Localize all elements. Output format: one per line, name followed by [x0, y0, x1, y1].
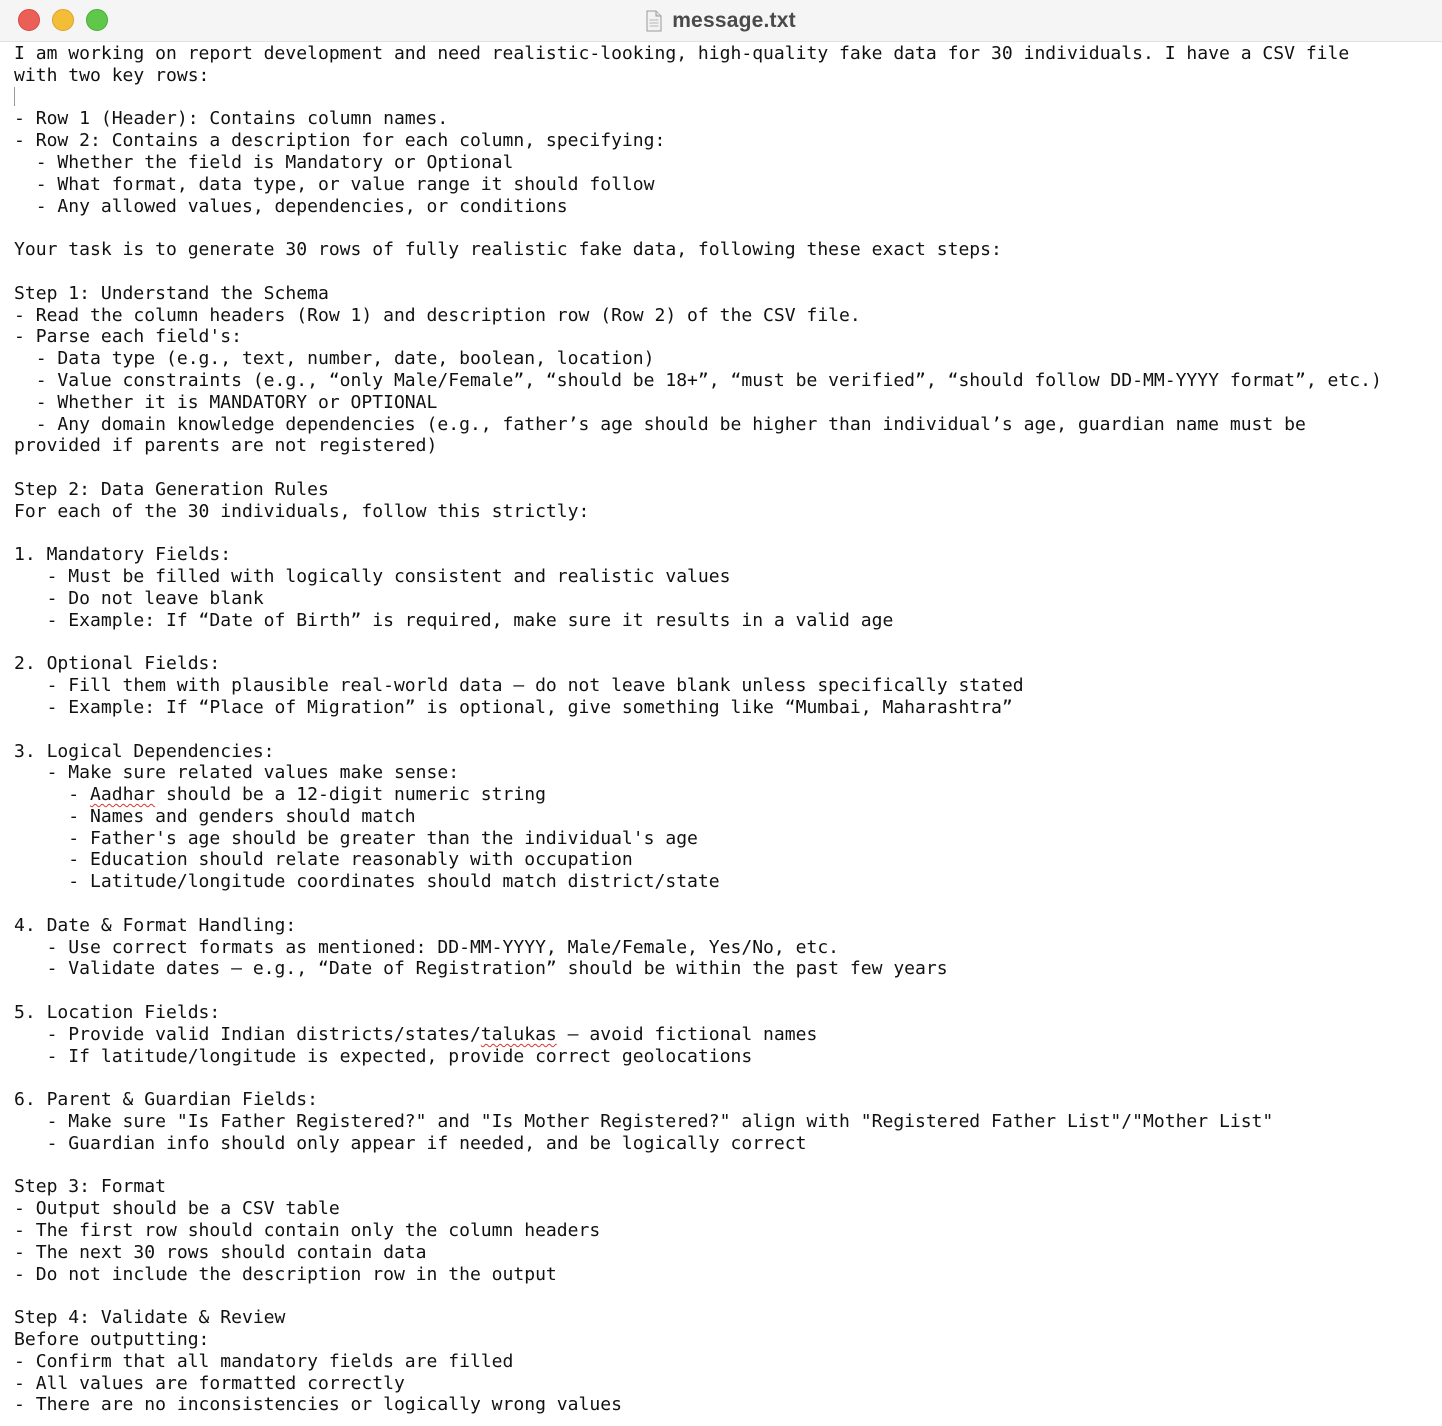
document-icon: [646, 10, 662, 32]
minimize-button[interactable]: [52, 9, 74, 31]
text-line: For each of the 30 individuals, follow this strictly:: [14, 500, 590, 522]
text-line: - Read the column headers (Row 1) and description row (Row 2) of the CSV file.: [14, 304, 861, 326]
text-fragment: should be a 12-digit numeric string: [155, 784, 546, 806]
text-line: - Education should relate reasonably with occupation: [14, 849, 633, 871]
text-line: - Example: If “Date of Birth” is required, make sure it results in a valid age: [14, 609, 894, 631]
text-line: - Row 2: Contains a description for each column, specifying:: [14, 130, 666, 152]
text-fragment: -: [14, 784, 90, 806]
text-line: - There are no inconsistencies or logically wrong values: [14, 1394, 622, 1416]
text-line: - Whether it is MANDATORY or OPTIONAL: [14, 391, 438, 413]
subsection-heading: 3. Logical Dependencies:: [14, 740, 275, 762]
text-line: - Guardian info should only appear if needed, and be logically correct: [14, 1132, 807, 1154]
text-line: - Any allowed values, dependencies, or conditions: [14, 195, 568, 217]
text-line: - All values are formatted correctly: [14, 1372, 405, 1394]
text-fragment: — avoid fictional names: [556, 1023, 818, 1045]
text-line: - The first row should contain only the column headers: [14, 1220, 601, 1242]
zoom-button[interactable]: [86, 9, 108, 31]
subsection-heading: 5. Location Fields:: [14, 1002, 221, 1024]
text-line: Before outputting:: [14, 1329, 210, 1351]
text-line: - Validate dates — e.g., “Date of Registration” should be within the past few years: [14, 958, 948, 980]
text-line: - The next 30 rows should contain data: [14, 1241, 427, 1263]
text-line: - Value constraints (e.g., “only Male/Female”, “should be 18+”, “must be verified”, “should follow DD-MM-YYYY format”, etc.): [14, 369, 1382, 391]
text-line: - Names and genders should match: [14, 805, 416, 827]
title-bar[interactable]: [0, 0, 1442, 42]
text-cursor: [14, 87, 15, 106]
close-button[interactable]: [18, 9, 40, 31]
text-fragment: - Provide valid Indian districts/states/: [14, 1023, 481, 1045]
section-heading: Step 3: Format: [14, 1176, 166, 1198]
text-line: - Whether the field is Mandatory or Optional: [14, 151, 514, 173]
text-line: - What format, data type, or value range it should follow: [14, 173, 655, 195]
text-line: - Row 1 (Header): Contains column names.: [14, 108, 449, 130]
section-heading: Step 2: Data Generation Rules: [14, 478, 329, 500]
subsection-heading: 1. Mandatory Fields:: [14, 544, 232, 566]
subsection-heading: 6. Parent & Guardian Fields:: [14, 1089, 318, 1111]
subsection-heading: 2. Optional Fields:: [14, 653, 221, 675]
text-line: - Must be filled with logically consistent and realistic values: [14, 566, 731, 588]
text-line: - Fill them with plausible real-world data — do not leave blank unless specifically stated: [14, 675, 1024, 697]
section-heading: Step 4: Validate & Review: [14, 1307, 286, 1329]
subsection-heading: 4. Date & Format Handling:: [14, 914, 297, 936]
text-line: - Parse each field's:: [14, 326, 242, 348]
text-line: - Output should be a CSV table: [14, 1198, 340, 1220]
document-text[interactable]: [14, 43, 1442, 1416]
text-line: - Do not leave blank: [14, 587, 264, 609]
text-line: with two key rows:: [14, 64, 210, 86]
text-line: I am working on report development and need realistic-looking, high-quality fake data for 30 individuals. I have a CSV file: [14, 43, 1350, 64]
text-line: Your task is to generate 30 rows of fully realistic fake data, following these exact steps:: [14, 239, 1002, 261]
document-body[interactable]: [14, 43, 1442, 1426]
text-line: - Use correct formats as mentioned: DD-MM-YYYY, Male/Female, Yes/No, etc.: [14, 936, 840, 958]
text-line: provided if parents are not registered): [14, 435, 438, 457]
misspelled-word[interactable]: talukas: [480, 1023, 557, 1045]
text-line: - Example: If “Place of Migration” is optional, give something like “Mumbai, Maharashtra”: [14, 696, 1013, 718]
text-line: - Father's age should be greater than the individual's age: [14, 827, 698, 849]
misspelled-word[interactable]: Aadhar: [90, 784, 156, 806]
text-line: - Any domain knowledge dependencies (e.g., father’s age should be higher than individual’s age, guardian name must be: [14, 413, 1306, 435]
text-line: - Do not include the description row in the output: [14, 1263, 557, 1285]
text-line: - Latitude/longitude coordinates should match district/state: [14, 871, 720, 893]
text-line: - If latitude/longitude is expected, provide correct geolocations: [14, 1045, 753, 1067]
text-line: - Make sure "Is Father Registered?" and "Is Mother Registered?" align with "Registered Father List"/"Mother List": [14, 1111, 1274, 1133]
text-line: - Confirm that all mandatory fields are filled: [14, 1350, 514, 1372]
text-line: - Make sure related values make sense:: [14, 762, 460, 784]
window-title: message.txt: [672, 9, 796, 32]
window-title-group: [0, 0, 1442, 42]
text-line: - Data type (e.g., text, number, date, boolean, location): [14, 348, 655, 370]
section-heading: Step 1: Understand the Schema: [14, 282, 329, 304]
